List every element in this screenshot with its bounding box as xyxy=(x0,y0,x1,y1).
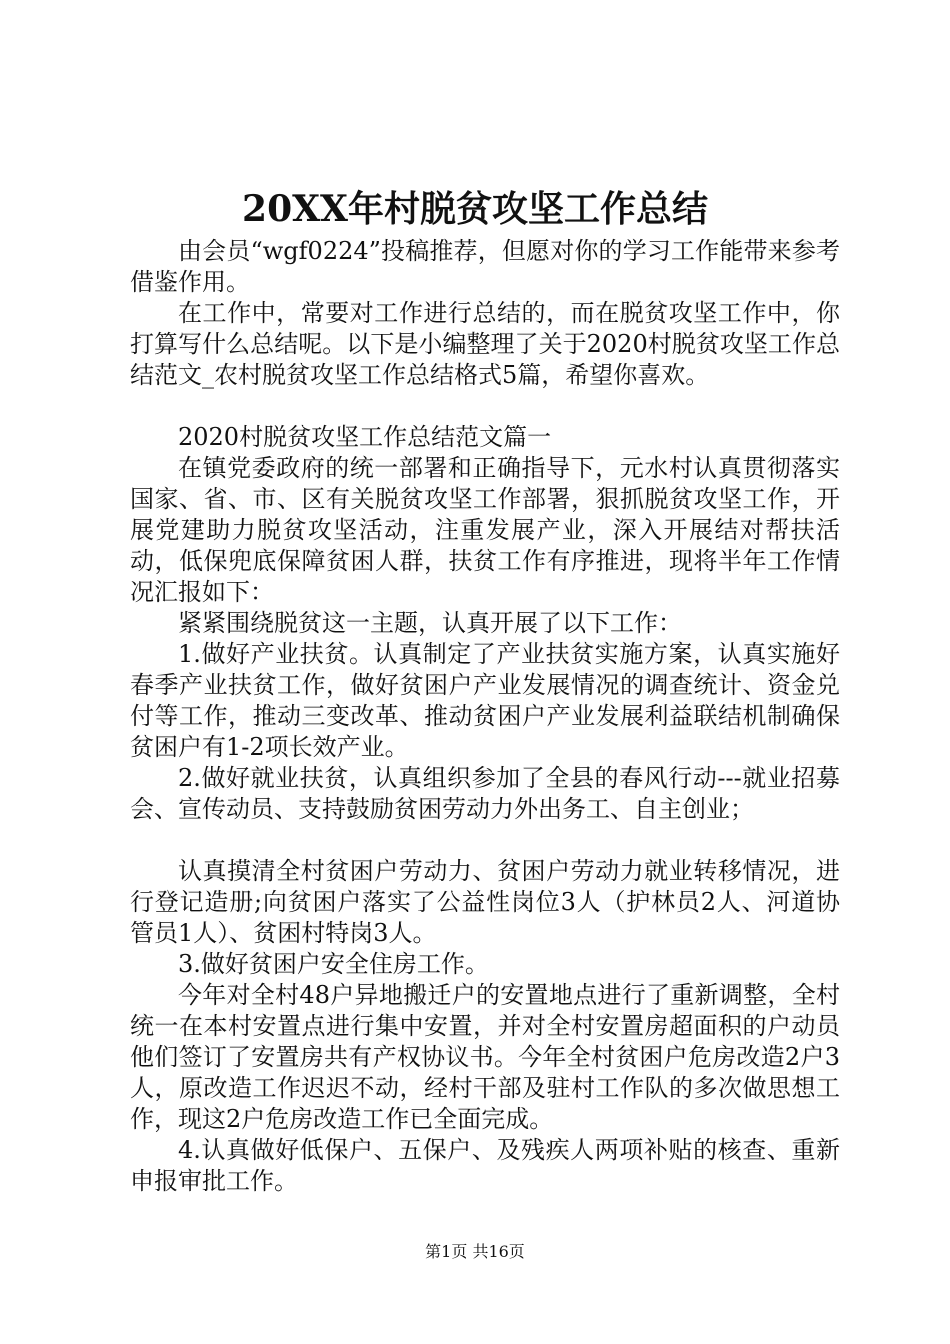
paragraph-housing-heading: 3.做好贫困户安全住房工作。 xyxy=(178,950,489,978)
paragraph-intro: 由会员“wgf0224”投稿推荐，但愿对你的学习工作能带来参考借鉴作用。 xyxy=(130,237,840,296)
page-footer: 第1页 共16页 xyxy=(425,1242,525,1261)
paragraph-industry: 1.做好产业扶贫。认真制定了产业扶贫实施方案，认真实施好春季产业扶贫工作，做好贫困户产业发展情况的调查统计、资金兑付等工作，推动三变改革、推动贫困户产业发展利益联结机制确保贫困户有1-2项长效产业。 xyxy=(130,640,840,761)
paragraph-labor-survey: 认真摸清全村贫困户劳动力、贫困户劳动力就业转移情况，进行登记造册;向贫困户落实了公益性岗位3人（护林员2人、河道协管员1人）、贫困村特岗3人。 xyxy=(130,857,840,947)
paragraph-housing: 今年对全村48户异地搬迁户的安置地点进行了重新调整，全村统一在本村安置点进行集中安置，并对全村安置房超面积的户动员他们签订了安置房共有产权协议书。今年全村贫困户危房改造2户3人，原改造工作迟迟不动，经村干部及驻村工作队的多次做思想工作，现这2户危房改造工作已全面完成。 xyxy=(130,981,840,1133)
paragraph-subsidy: 4.认真做好低保户、五保户、及残疾人两项补贴的核查、重新申报审批工作。 xyxy=(130,1136,840,1195)
paragraph-preface: 在工作中，常要对工作进行总结的，而在脱贫攻坚工作中，你打算写什么总结呢。以下是小编整理了关于2020村脱贫攻坚工作总结范文_农村脱贫攻坚工作总结格式5篇，希望你喜欢。 xyxy=(130,299,840,389)
document-title: 20XX年村脱贫攻坚工作总结 xyxy=(242,188,708,230)
document-body xyxy=(130,236,840,1197)
section-heading: 2020村脱贫攻坚工作总结范文篇一 xyxy=(178,423,552,451)
paragraph-overview: 在镇党委政府的统一部署和正确指导下，元水村认真贯彻落实国家、省、市、区有关脱贫攻坚工作部署，狠抓脱贫攻坚工作，开展党建助力脱贫攻坚活动，注重发展产业，深入开展结对帮扶活动，低保兜底保障贫困人群，扶贫工作有序推进，现将半年工作情况汇报如下： xyxy=(130,454,840,606)
paragraph-work-lead: 紧紧围绕脱贫这一主题，认真开展了以下工作： xyxy=(178,609,682,637)
paragraph-employment: 2.做好就业扶贫，认真组织参加了全县的春风行动---就业招募会、宣传动员、支持鼓励贫困劳动力外出务工、自主创业； xyxy=(130,764,840,823)
